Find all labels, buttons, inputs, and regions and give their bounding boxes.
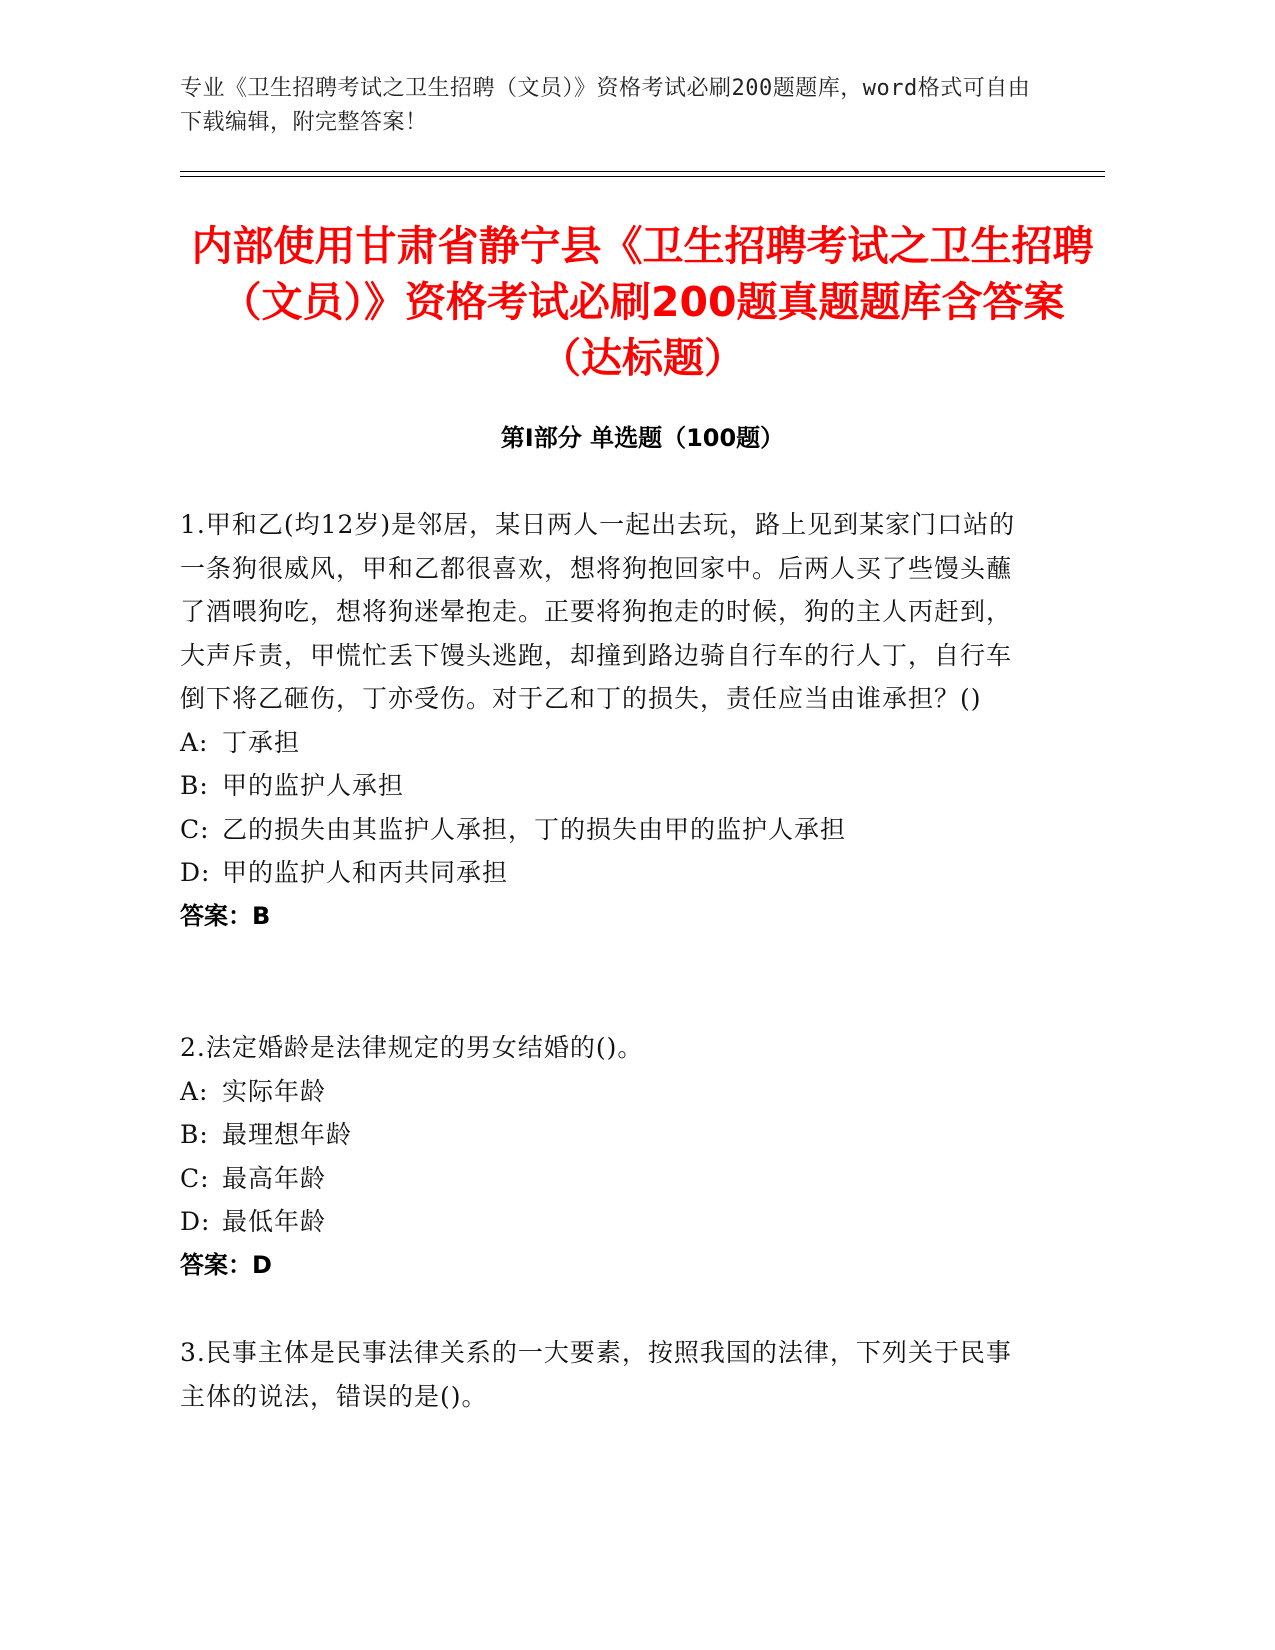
- section-title: 第Ⅰ部分 单选题（100题）: [500, 424, 785, 452]
- header-divider-top: [180, 171, 1105, 172]
- option-a: [180, 1070, 1020, 1114]
- answer: 答案：D: [180, 1250, 272, 1279]
- question-3: [180, 1331, 1020, 1418]
- option-text: 甲的监护人和丙共同承担: [222, 858, 509, 887]
- document-title: 内部使用甘肃省静宁县《卫生招聘考试之卫生招聘（文员）》资格考试必刷200题真题题库含答案（达标题）: [191, 222, 1094, 382]
- option-letter: A:: [180, 727, 209, 757]
- header-note: 专业《卫生招聘考试之卫生招聘（文员）》资格考试必刷200题题库，word格式可自由下载编辑，附完整答案！: [180, 76, 1031, 135]
- question-text: 3.民事主体是民事法律关系的一大要素，按照我国的法律，下列关于民事主体的说法，错误的是()。: [180, 1338, 1012, 1411]
- header-divider-bottom: [180, 176, 1105, 177]
- option-d: [180, 851, 1020, 895]
- option-c: [180, 1157, 1020, 1201]
- option-a: [180, 721, 1020, 765]
- question-text: 2.法定婚龄是法律规定的男女结婚的()。: [180, 1033, 644, 1062]
- option-d: [180, 1200, 1020, 1244]
- option-text: 实际年龄: [222, 1076, 327, 1106]
- option-letter: B:: [180, 1120, 209, 1149]
- option-c: [180, 808, 1020, 852]
- option-b: [180, 1113, 1020, 1157]
- option-letter: D:: [180, 858, 211, 887]
- question-text: 1.甲和乙(均12岁)是邻居，某日两人一起出去玩，路上见到某家门口站的一条狗很威风，甲和乙都很喜欢，想将狗抱回家中。后两人买了些馒头蘸了酒喂狗吃，想将狗迷晕抱走。正要将狗抱走的时候，狗的主人丙赶到，大声斥责，甲慌忙丢下馒头逃跑，却撞到路边骑自行车的行人丁，自行车倒下将乙砸伤，丁亦受伤。对于乙和丁的损失，责任应当由谁承担？(): [180, 510, 1016, 713]
- option-letter: C:: [180, 1163, 210, 1193]
- option-b: [180, 764, 1020, 808]
- answer: 答案：B: [180, 901, 271, 930]
- option-text: 甲的监护人承担: [222, 771, 405, 800]
- question-1: [180, 503, 1020, 938]
- option-letter: B:: [180, 771, 209, 800]
- option-text: 乙的损失由其监护人承担，丁的损失由甲的监护人承担: [222, 814, 847, 844]
- option-letter: D:: [180, 1207, 211, 1236]
- option-text: 最高年龄: [222, 1163, 327, 1193]
- option-text: 最理想年龄: [222, 1120, 353, 1149]
- option-letter: A:: [180, 1076, 209, 1106]
- option-letter: C:: [180, 814, 210, 844]
- option-text: 丁承担: [222, 727, 301, 757]
- option-text: 最低年龄: [222, 1207, 327, 1236]
- question-2: [180, 1026, 1020, 1287]
